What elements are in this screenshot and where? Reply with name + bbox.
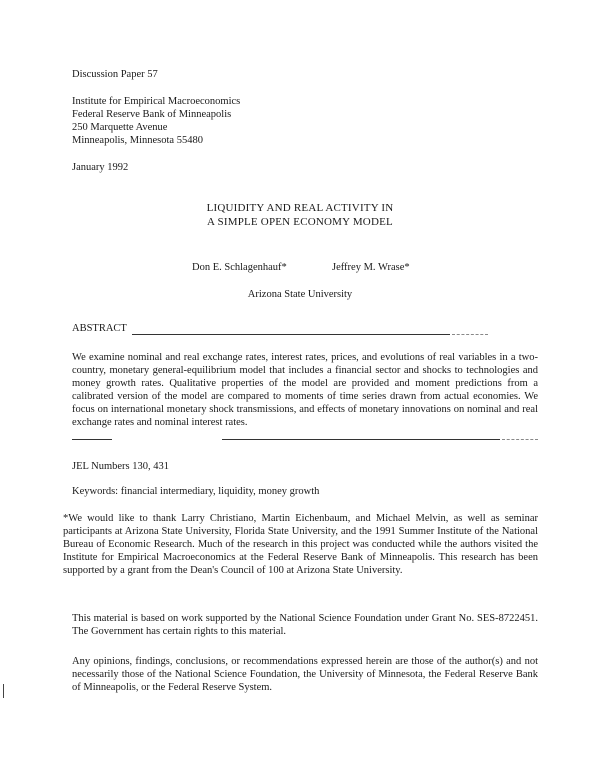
support-text: This material is based on work supported by the National Science Foundation under Grant No. SES-8722451. The Government has certain rights to this material. [72, 613, 538, 637]
title-line: LIQUIDITY AND REAL ACTIVITY IN [206, 202, 394, 214]
abstract-text: We examine nominal and real exchange rates, interest rates, prices, and evolutions of real variables in a two-country, monetary general-equilibrium model that includes a financial sector and shocks to technologies and money growth rates. Qualitative properties of the model are provided and moment predictions from a calibrated version of the model are compared to moments of time series drawn from actual economies. We focus on international monetary shock transmissions, and effects of monetary innovations on nominal and real exchange rates and nominal interest rates. [72, 352, 538, 428]
affiliation [0, 288, 600, 301]
affiliation-text: Arizona State University [247, 289, 353, 300]
institution-line: Minneapolis, Minnesota 55480 [72, 135, 203, 146]
abstract-closing-rule-tail [502, 439, 538, 440]
title-line: A SIMPLE OPEN ECONOMY MODEL [207, 216, 393, 228]
author-name: Don E. Schlagenhauf* [192, 262, 287, 273]
institution-line: Federal Reserve Bank of Minneapolis [72, 109, 232, 120]
abstract-heading-rule-tail [452, 334, 488, 335]
institution-line: Institute for Empirical Macroeconomics [72, 96, 241, 107]
abstract-heading-rule [132, 334, 450, 335]
institution-line: 250 Marquette Avenue [72, 122, 168, 133]
acknowledgment-text: *We would like to thank Larry Christiano, Martin Eichenbaum, and Michael Melvin, as well as seminar participants at Arizona State University, Florida State University, and the 1991 Summer Institute of the National Bureau of Economic Research. Much of the research in this project was conducted while the authors visited the Institute for Empirical Macroeconomics at the Federal Reserve Bank of Minneapolis. This research has been supported by a grant from the Dean's Council of 100 at Arizona State University. [63, 513, 538, 576]
abstract-body [72, 351, 538, 429]
jel-text: JEL Numbers 130, 431 [72, 461, 170, 472]
author-name: Jeffrey M. Wrase* [332, 262, 410, 273]
disclaimer-note [72, 655, 538, 694]
acknowledgment-footnote [63, 512, 538, 577]
author-list [0, 261, 600, 275]
series-number: Discussion Paper 57 [72, 69, 158, 80]
nsf-support-note [72, 612, 538, 638]
keywords [72, 485, 538, 498]
institution-address [72, 95, 538, 147]
date-text: January 1992 [72, 162, 129, 173]
series-label [72, 68, 538, 81]
paper-date [72, 161, 538, 174]
keywords-text: Keywords: financial intermediary, liquidity, money growth [72, 486, 320, 497]
scan-edge-mark [3, 684, 4, 698]
paper-title [0, 201, 600, 229]
abstract-closing-rule [222, 439, 500, 440]
disclaimer-text: Any opinions, findings, conclusions, or recommendations expressed herein are those of the author(s) and not necessarily those of the National Science Foundation, the University of Minnesota, the Federal Reserve Bank of Minneapolis, or the Federal Reserve System. [72, 656, 538, 693]
abstract-heading-text: ABSTRACT [72, 323, 127, 334]
abstract-closing-rule-left [72, 439, 112, 440]
jel-codes [72, 460, 538, 473]
